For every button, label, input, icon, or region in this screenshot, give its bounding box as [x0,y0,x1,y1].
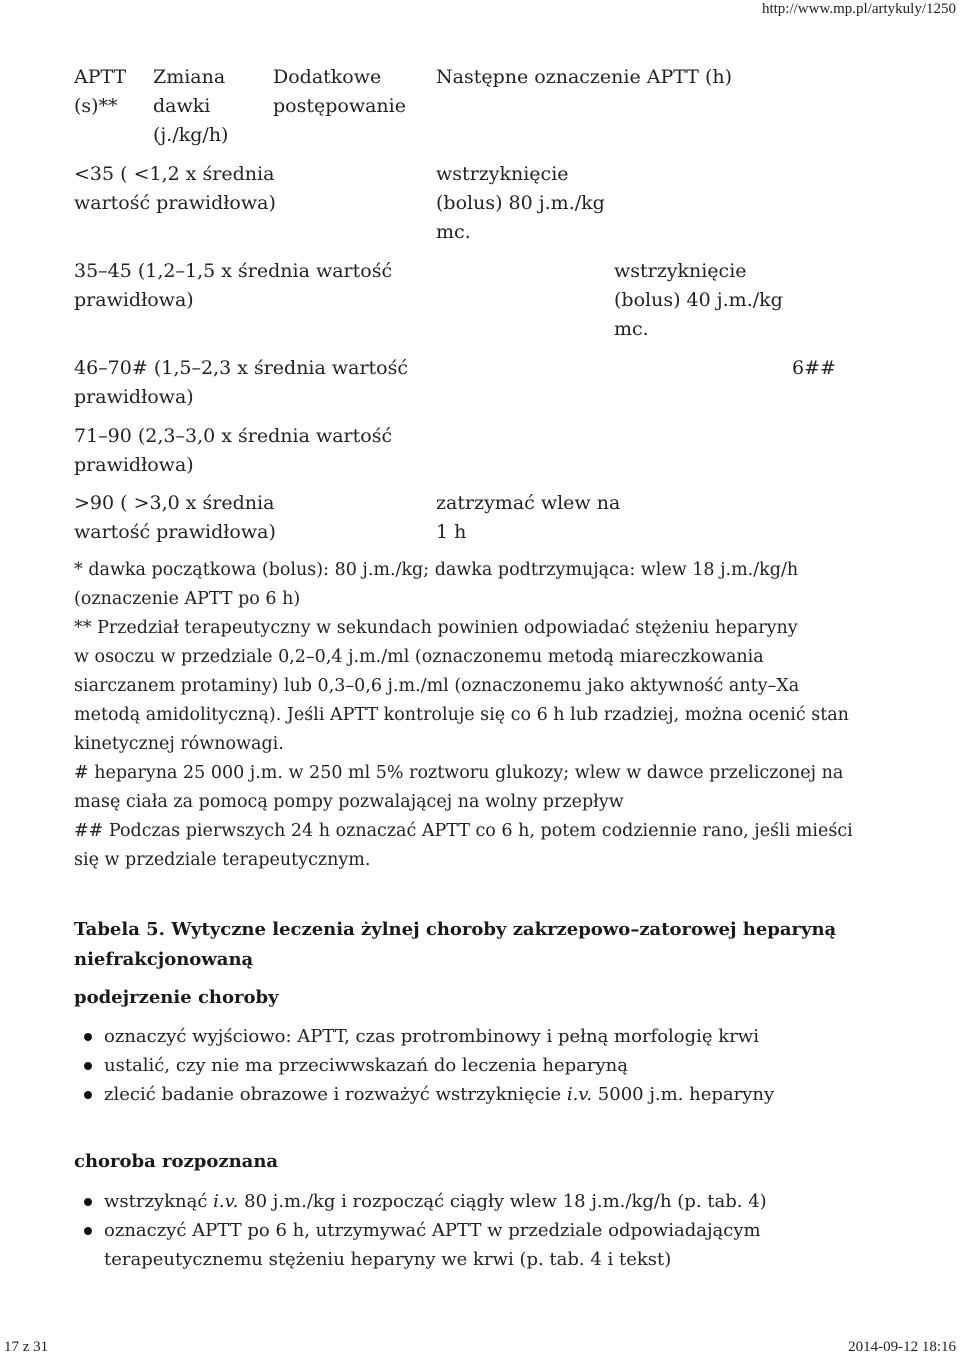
list-item [74,1080,774,1109]
row-3-range [74,354,408,412]
caption-line: niefrakcjonowaną [74,949,254,970]
header-next-line: Następne oznaczenie APTT (h) [436,66,733,88]
list-item [74,1022,774,1051]
page-url: http://www.mp.pl/artykuly/1250 [761,1,956,17]
action-line: (bolus) 80 j.m./kg [436,192,605,214]
range-line: <35 ( <1,2 x średnia [74,163,275,185]
range-line: prawidłowa) [74,386,194,408]
footnote-line: metodą amidolityczną). Jeśli APTT kontroluje się co 6 h lub rzadziej, można ocenić stan [74,705,849,725]
caption-line: Tabela 5. Wytyczne leczenia żylnej choroby zakrzepowo–zatorowej heparyną [74,919,837,940]
item-text: zlecić badanie obrazowe i rozważyć wstrzyknięcie [104,1084,567,1105]
list-item [74,1187,767,1216]
bullet-icon [84,1033,92,1041]
row-2-action [614,257,783,344]
header-aptt-line: APTT [74,66,127,88]
range-line: >90 ( >3,0 x średnia [74,492,275,514]
footnote-line: ** Przedział terapeutyczny w sekundach powinien odpowiadać stężeniu heparyny [74,618,798,638]
item-emphasis: i.v. [213,1191,239,1212]
list-item [74,1051,774,1080]
bullet-icon [84,1198,92,1206]
row-1-range [74,160,276,218]
header-dose-line: (j./kg/h) [153,124,229,146]
header-next-aptt [436,63,732,92]
footnote-line: * dawka początkowa (bolus): 80 j.m./kg; dawka podtrzymująca: wlew 18 j.m./kg/h [74,560,799,580]
row-4-range [74,422,392,480]
header-aptt [74,63,126,121]
header-additional-line: Dodatkowe [273,66,382,88]
range-line: prawidłowa) [74,289,194,311]
range-line: wartość prawidłowa) [74,521,276,543]
action-line: wstrzyknięcie [436,163,569,185]
range-line: prawidłowa) [74,454,194,476]
footnote-line: (oznaczenie APTT po 6 h) [74,589,301,609]
action-line: 1 h [436,521,467,543]
action-line: (bolus) 40 j.m./kg [614,289,783,311]
row-5-range [74,489,276,547]
item-text: oznaczyć wyjściowo: APTT, czas protrombinowy i pełną morfologię krwi [104,1026,759,1047]
footnote-line: siarczanem protaminy) lub 0,3–0,6 j.m./ml (oznaczonemu jako aktywność anty–Xa [74,676,800,696]
bullet-icon [84,1227,92,1235]
item-text: wstrzyknąć [104,1191,214,1212]
item-text: oznaczyć APTT po 6 h, utrzymywać APTT w przedziale odpowiadającym [104,1220,761,1241]
header-additional-line: postępowanie [273,95,406,117]
header-additional [273,63,406,121]
item-text-continued: terapeutycznemu stężeniu heparyny we krwi (p. tab. 4 i tekst) [104,1249,672,1270]
print-datetime: 2014-09-12 18:16 [848,1339,956,1355]
action-line: mc. [614,318,649,340]
list-item [74,1216,767,1274]
item-text: ustalić, czy nie ma przeciwwskazań do leczenia heparyną [104,1055,628,1076]
item-emphasis: i.v. [566,1084,593,1105]
section-title-suspected: podejrzenie choroby [74,987,279,1008]
table-caption [74,915,836,975]
header-dose-line: dawki [153,95,211,117]
page-number: 17 z 31 [4,1339,49,1355]
header-dose-line: Zmiana [153,66,226,88]
row-5-action [436,489,620,547]
range-line: 71–90 (2,3–3,0 x średnia wartość [74,425,393,447]
item-text: 5000 j.m. heparyny [592,1084,775,1105]
footnote-line: kinetycznej równowagi. [74,734,284,754]
section-title-diagnosed: choroba rozpoznana [74,1151,279,1172]
action-line: mc. [436,221,471,243]
header-dose-change [153,63,228,150]
range-line: 35–45 (1,2–1,5 x średnia wartość [74,260,393,282]
bullet-list-suspected [74,1022,774,1109]
action-line: wstrzyknięcie [614,260,747,282]
table-footnotes [74,556,853,875]
item-text: 80 j.m./kg i rozpocząć ciągły wlew 18 j.m./kg/h (p. tab. 4) [238,1191,767,1212]
header-aptt-line: (s)** [74,95,118,117]
row-3-next: 6## [792,357,836,379]
row-1-action [436,160,605,247]
range-line: 46–70# (1,5–2,3 x średnia wartość [74,357,409,379]
row-2-range [74,257,392,315]
bullet-icon [84,1091,92,1099]
footnote-line: # heparyna 25 000 j.m. w 250 ml 5% roztworu glukozy; wlew w dawce przeliczonej na [74,763,844,783]
footnote-line: się w przedziale terapeutycznym. [74,850,371,870]
action-line: zatrzymać wlew na [436,492,621,514]
footnote-line: w osoczu w przedziale 0,2–0,4 j.m./ml (oznaczonemu metodą miareczkowania [74,647,764,667]
footnote-line: masę ciała za pomocą pompy pozwalającej na wolny przepływ [74,792,624,812]
bullet-list-diagnosed [74,1187,767,1274]
bullet-icon [84,1062,92,1070]
range-line: wartość prawidłowa) [74,192,276,214]
footnote-line: ## Podczas pierwszych 24 h oznaczać APTT co 6 h, potem codziennie rano, jeśli mieści [74,821,853,841]
